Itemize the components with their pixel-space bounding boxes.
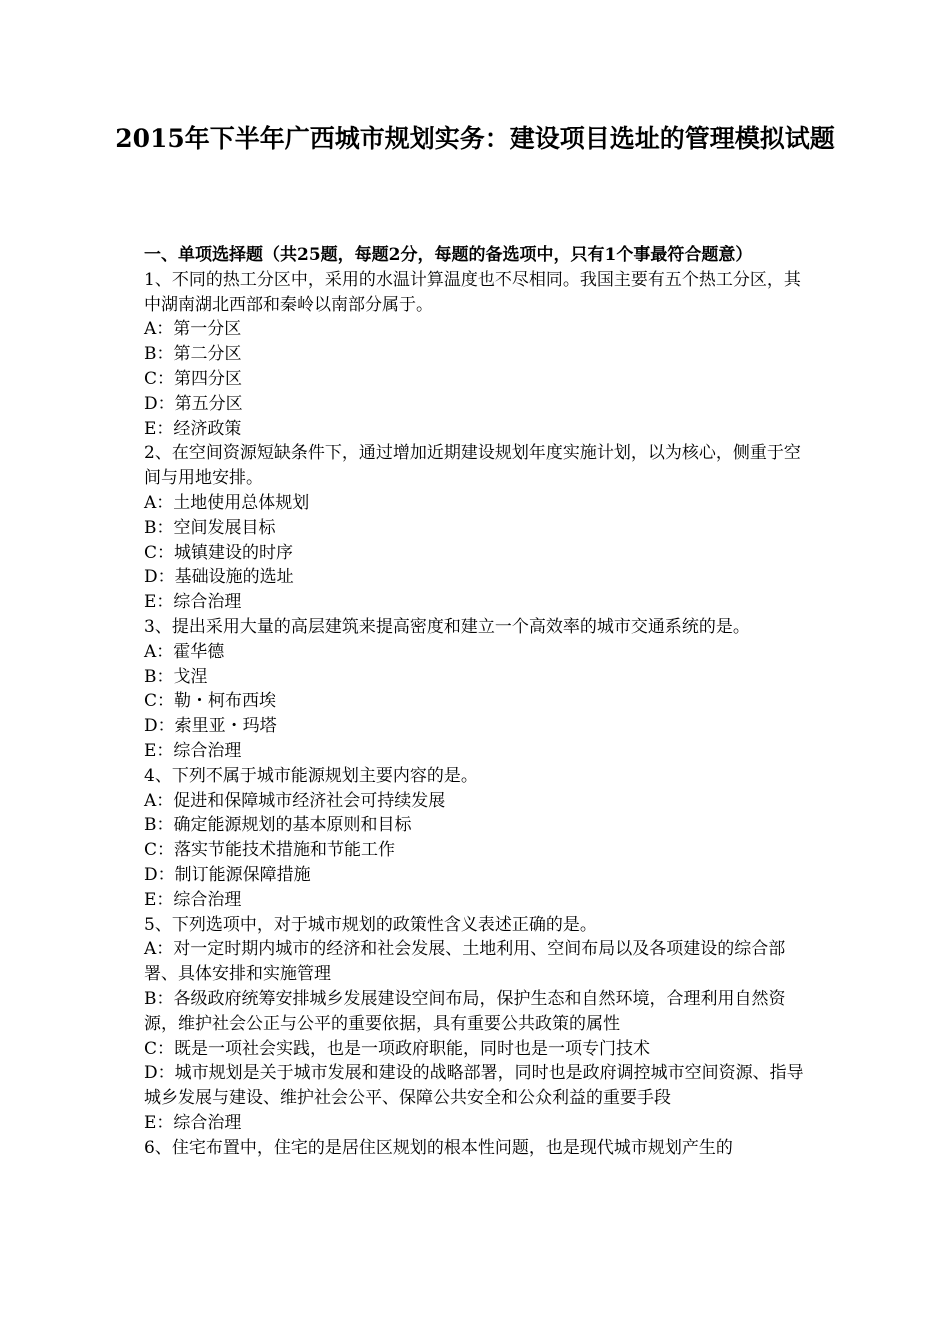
option-d: D：城市规划是关于城市发展和建设的战略部署，同时也是政府调控城市空间资源、指导城乡发展与建设、维护社会公平、保障公共安全和公众利益的重要手段 [144, 1063, 804, 1109]
option-b: B：各级政府统筹安排城乡发展建设空间布局，保护生态和自然环境，合理利用自然资源，维护社会公正与公平的重要依据，具有重要公共政策的属性 [144, 988, 786, 1034]
option-e: E：综合治理 [144, 740, 242, 761]
option-e: E：综合治理 [144, 889, 242, 910]
option-d: D：第五分区 [144, 393, 243, 414]
question-2 [144, 441, 810, 615]
question-stem: 5、下列选项中，对于城市规划的政策性含义表述正确的是。 [144, 914, 597, 935]
option-a: A：第一分区 [144, 319, 242, 340]
question-5 [144, 913, 810, 1136]
option-c: C：勒・柯布西埃 [144, 691, 277, 712]
document-body [144, 243, 810, 1160]
option-e: E：综合治理 [144, 1112, 242, 1133]
option-c: C：第四分区 [144, 368, 243, 389]
question-stem: 3、提出采用大量的高层建筑来提高密度和建立一个高效率的城市交通系统的是。 [144, 616, 750, 637]
option-c: C：城镇建设的时序 [144, 542, 294, 563]
question-stem: 1、不同的热工分区中，采用的水温计算温度也不尽相同。我国主要有五个热工分区，其中湖南湖北西部和秦岭以南部分属于。 [144, 269, 801, 315]
option-a: A：土地使用总体规划 [144, 492, 310, 513]
question-4 [144, 764, 810, 913]
option-c: C：落实节能技术措施和节能工作 [144, 840, 396, 861]
question-6 [144, 1136, 810, 1161]
option-c: C：既是一项社会实践，也是一项政府职能，同时也是一项专门技术 [144, 1038, 651, 1059]
option-e: E：经济政策 [144, 418, 242, 439]
question-stem: 4、下列不属于城市能源规划主要内容的是。 [144, 765, 478, 786]
document-title: 2015年下半年广西城市规划实务：建设项目选址的管理模拟试题 [115, 124, 835, 153]
option-a: A：霍华德 [144, 641, 225, 662]
question-stem: 6、住宅布置中，住宅的是居住区规划的根本性问题，也是现代城市规划产生的 [144, 1137, 733, 1158]
question-1 [144, 268, 810, 442]
option-d: D：制订能源保障措施 [144, 864, 311, 885]
option-a: A：对一定时期内城市的经济和社会发展、土地利用、空间布局以及各项建设的综合部署、具体安排和实施管理 [144, 939, 786, 985]
section-heading: 一、单项选择题（共25题，每题2分，每题的备选项中，只有1个事最符合题意） [144, 245, 753, 265]
option-b: B：确定能源规划的基本原则和目标 [144, 815, 412, 836]
option-d: D：索里亚・玛塔 [144, 716, 277, 737]
option-d: D：基础设施的选址 [144, 567, 294, 588]
option-b: B：戈涅 [144, 666, 208, 687]
question-stem: 2、在空间资源短缺条件下，通过增加近期建设规划年度实施计划，以为核心，侧重于空间与用地安排。 [144, 443, 801, 489]
option-a: A：促进和保障城市经济社会可持续发展 [144, 790, 446, 811]
option-b: B：第二分区 [144, 344, 242, 365]
option-b: B：空间发展目标 [144, 517, 276, 538]
option-e: E：综合治理 [144, 592, 242, 613]
question-3 [144, 615, 810, 764]
